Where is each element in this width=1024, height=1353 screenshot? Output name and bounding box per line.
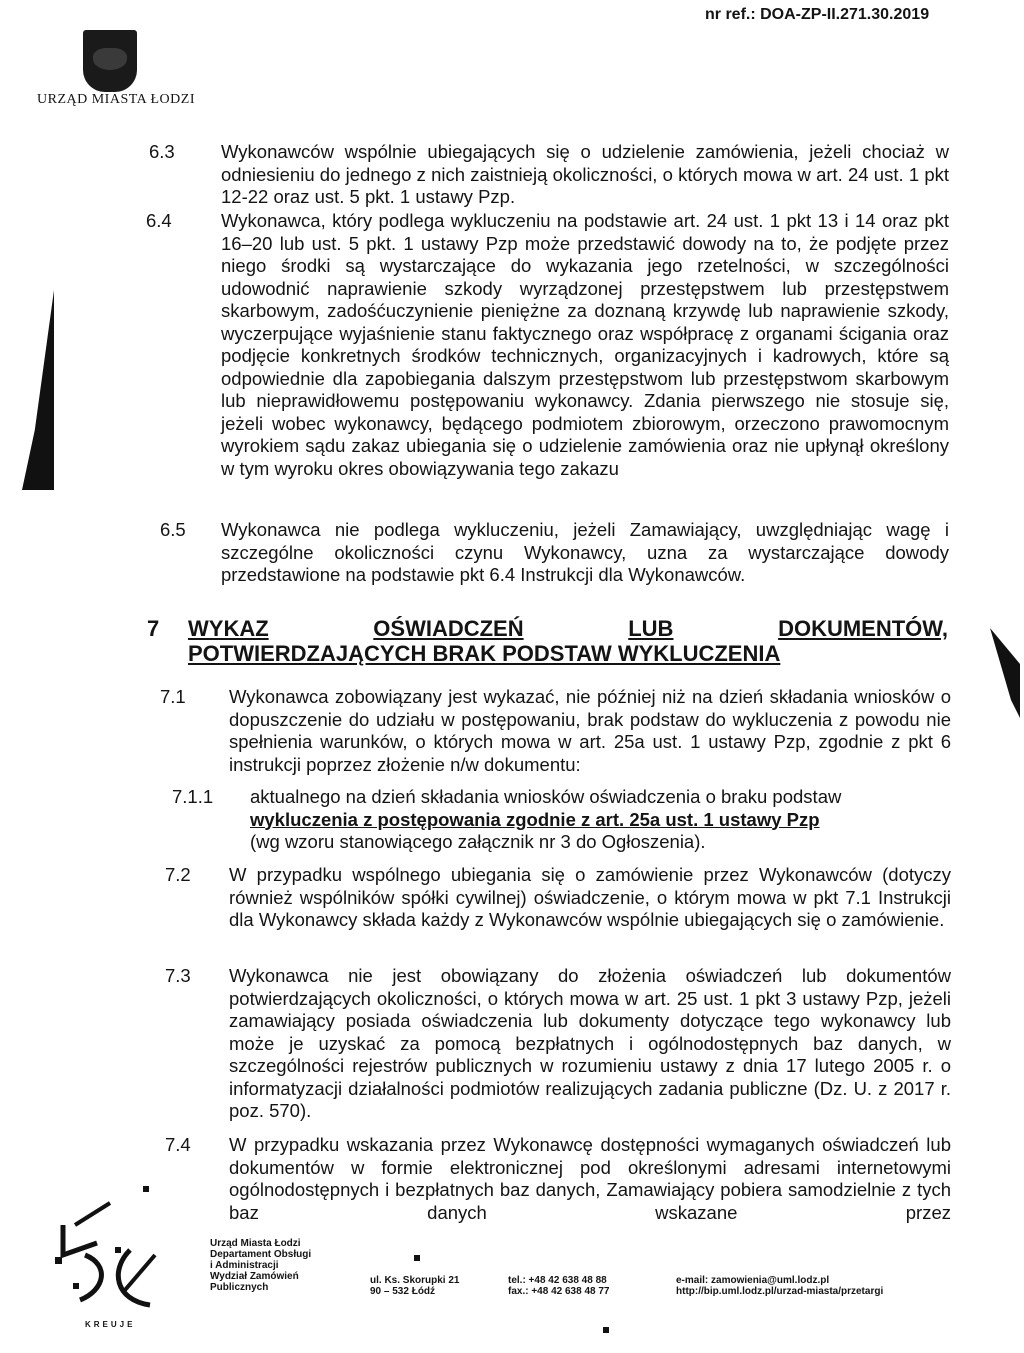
section-number: 7.1.1 [172,786,214,807]
section-text: Wykonawca, który podlega wykluczeniu na podstawie art. 24 ust. 1 pkt 13 i 14 oraz pkt 16–20 lub ust. 5 pkt. 1 ustawy Pzp może przedstawić dowody na to, że podjęte przez niego środki są wystarczające do wykazania jego rzetelności, w szczególności udowodnić naprawienie szkody wyrządzonej przestępstwem lub przestępstwem skarbowym, zadośćuczynienie pieniężne za doznaną krzywdę lub naprawienie szkody, wyczerpujące wyjaśnienie stanu faktycznego oraz współpracę z organami ścigania oraz podjęcie konkretnych środków technicznych, organizacyjnych i kadrowych, które są odpowiednie dla zapobiegania dalszym przestępstwom lub przestępstwom skarbowym lub nieprawidłowemu postępowaniu wykonawcy. Zdania pierwszego nie stosuje się, jeżeli wobec wykonawcy, będącego podmiotem zbiorowym, orzeczono prawomocnym wyrokiem sądu zakaz ubiegania się o udzielenie zamówienia oraz nie upłynął określony w tym wyroku okres obowiązywania tego zakazu [221,210,949,479]
section-text [250,786,950,854]
office-name: URZĄD MIASTA ŁODZI [37,92,195,107]
scan-dot [414,1255,420,1261]
heading-word: WYKAZ [188,616,269,641]
footer-address [370,1275,459,1297]
section-number: 6.3 [149,141,175,162]
heading-number: 7 [147,616,160,641]
footer-line: Publicznych [210,1282,269,1293]
section-number: 6.4 [146,210,172,231]
reference-number: nr ref.: DOA-ZP-II.271.30.2019 [705,6,930,23]
section-text: Wykonawca nie jest obowiązany do złożenia oświadczeń lub dokumentów potwierdzających okoliczności, o których mowa w art. 25 ust. 1 pkt 3 ustawy Pzp, jeżeli zamawiający posiada oświadczenia lub dokumenty dotyczące tego wykonawcy lub może je uzyskać za pomocą bezpłatnych i ogólnodostępnych baz danych, w szczególności rejestrów publicznych w rozumieniu ustawy z dnia 17 lutego 2005 r. o informatyzacji działalności podmiotów realizujących zadania publiczne (Dz. U. z 2017 r. poz. 570). [229,965,951,1121]
text-line: aktualnego na dzień składania wniosków oświadczenia o braku podstaw [250,786,842,807]
heading-word: LUB [628,616,674,641]
heading-word: DOKUMENTÓW, [778,616,948,641]
section-text: W przypadku wskazania przez Wykonawcę dostępności wymaganych oświadczeń lub dokumentów w formie elektronicznej pod określonymi adresami internetowymi ogólnodostępnych i bezpłatnych baz danych, Zamawiający pobiera samodzielnie z tych baz danych wskazane przez [229,1134,951,1223]
footer-website[interactable]: http://bip.uml.lodz.pl/urzad-miasta/przetargi [676,1286,884,1297]
section-heading [188,616,948,641]
footer-email[interactable]: e-mail: zamowienia@uml.lodz.pl [676,1275,830,1286]
section-text: Wykonawca nie podlega wykluczeniu, jeżeli Zamawiający, uwzględniając wagę i szczególne okoliczności czynu Wykonawcy, uzna za wystarczające dowody przedstawione na podstawie pkt 6.4 Instrukcji dla Wykonawców. [221,519,949,585]
section-number: 7.4 [165,1134,191,1155]
footer-line: 90 – 532 Łódź [370,1286,436,1297]
text-line-emphasis: wykluczenia z postępowania zgodnie z art. 25a ust. 1 ustawy Pzp [250,808,820,830]
section-number: 7.2 [165,864,191,885]
scan-artifact-right [990,628,1020,718]
city-crest-logo [83,30,137,92]
scan-dot [143,1186,149,1192]
footer-line: fax.: +48 42 638 48 77 [508,1286,610,1297]
heading-word: OŚWIADCZEŃ [373,616,524,641]
footer-line: Departament Obsługi [210,1249,312,1260]
footer-line: Wydział Zamówień [210,1271,299,1282]
footer-line: i Administracji [210,1260,279,1271]
section-text: W przypadku wspólnego ubiegania się o zamówienie przez Wykonawców (dotyczy również wspólników spółki cywilnej) oświadczenie, o którym mowa w pkt 7.1 Instrukcji dla Wykonawcy składa każdy z Wykonawców wspólnie ubiegających się o zamówienie. [229,864,951,930]
section-number: 7.1 [160,686,186,707]
scan-artifact-left [22,290,54,490]
footer-line: Urząd Miasta Łodzi [210,1238,301,1249]
scan-dot [603,1327,609,1333]
footer-contact [676,1275,883,1297]
footer-phone [508,1275,609,1297]
section-heading-line2: POTWIERDZAJĄCYCH BRAK PODSTAW WYKLUCZENIA [188,641,781,666]
section-number: 6.5 [160,519,186,540]
section-text: Wykonawców wspólnie ubiegających się o udzielenie zamówienia, jeżeli chociaż w odniesieniu do jednego z nich zaistnieją okoliczności, o których mowa w art. 24 ust. 1 pkt 12-22 oraz ust. 5 pkt. 1 ustawy Pzp. [221,141,949,207]
logo-caption: KREUJE [85,1320,136,1329]
footer-line: tel.: +48 42 638 48 88 [508,1275,607,1286]
section-text: Wykonawca zobowiązany jest wykazać, nie później niż na dzień składania wniosków o dopuszczenie do udziału w postępowaniu, brak podstaw do wykluczenia z powodu nie spełnienia warunków, o których mowa w art. 25a ust. 1 ustawy Pzp, zgodnie z pkt 6 instrukcji poprzez złożenie n/w dokumentu: [229,686,951,775]
section-number: 7.3 [165,965,191,986]
lodz-kreuje-logo [55,1195,165,1315]
footer-department [210,1238,311,1293]
footer-line: ul. Ks. Skorupki 21 [370,1275,460,1286]
text-line: (wg wzoru stanowiącego załącznik nr 3 do Ogłoszenia). [250,831,706,852]
